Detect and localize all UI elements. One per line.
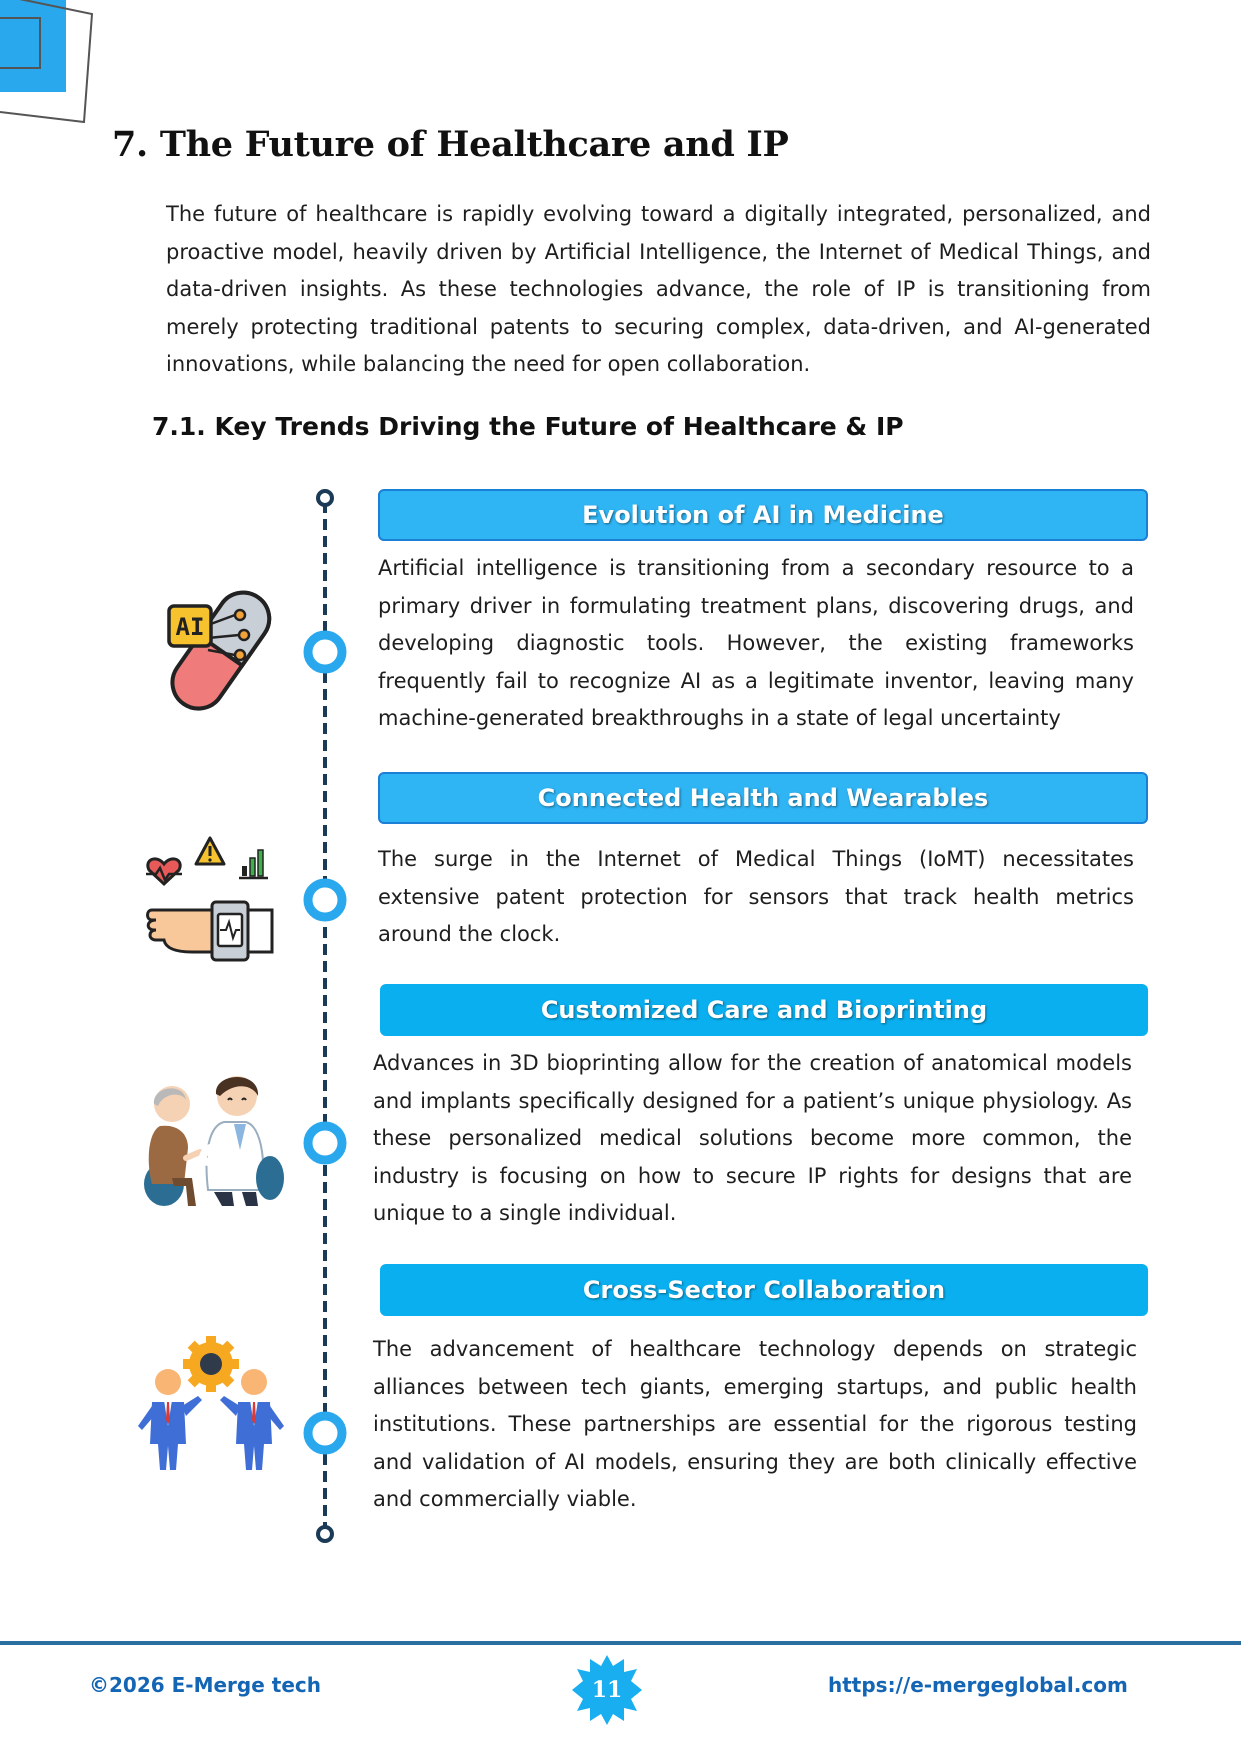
timeline-node-2: [308, 883, 342, 917]
timeline-start-node: [318, 491, 332, 505]
intro-paragraph: The future of healthcare is rapidly evolving toward a digitally integrated, personalized, and proactive model, heavily driven by Artificial Intelligence, the Internet of Medical Things, and data-driven insights. As these technologies advance, the role of IP is transitioning from merely protecting traditional patents to securing complex, data-driven, and AI-generated innovations, while balancing the need for open collaboration.: [166, 202, 1151, 376]
trend-heading-collaboration: Cross-Sector Collaboration: [380, 1264, 1148, 1316]
trend-text-collaboration: The advancement of healthcare technology depends on strategic alliances between tech giants, emerging startups, and public health institutions. These partnerships are essential for the rigorous testing and validation of AI models, ensuring they are both clinically effective and commercially viable.: [373, 1337, 1137, 1511]
wearable-icon: [144, 832, 276, 966]
timeline-node-3: [308, 1126, 342, 1160]
trend-heading-bioprinting: Customized Care and Bioprinting: [380, 984, 1148, 1036]
trend-text-wearables: The surge in the Internet of Medical Things (IoMT) necessitates extensive patent protection for sensors that track health metrics around the clock.: [378, 847, 1134, 946]
ai-capsule-icon: [160, 580, 280, 720]
trend-heading-ai: Evolution of AI in Medicine: [378, 489, 1148, 541]
subsection-title: 7.1. Key Trends Driving the Future of Healthcare & IP: [152, 412, 904, 441]
trend-text-bioprinting: Advances in 3D bioprinting allow for the creation of anatomical models and implants specifically designed for a patient’s unique physiology. As these personalized medical solutions become more common, the industry is focusing on how to secure IP rights for designs that are unique to a single individual.: [373, 1051, 1132, 1225]
page-title: 7. The Future of Healthcare and IP: [112, 124, 789, 165]
footer-divider: [0, 1641, 1241, 1645]
doctor-patient-icon: [142, 1066, 286, 1212]
corner-decoration: [0, 0, 100, 130]
collaboration-icon: [136, 1336, 286, 1476]
trend-heading-wearables: Connected Health and Wearables: [378, 772, 1148, 824]
timeline-end-node: [318, 1527, 332, 1541]
timeline: [300, 486, 350, 1546]
footer-url[interactable]: https://e-mergeglobal.com: [828, 1673, 1128, 1697]
ai-label: AI: [175, 613, 205, 641]
footer-copyright: ©2026 E-Merge tech: [89, 1673, 321, 1697]
page-number: 11: [591, 1677, 623, 1703]
trend-text-ai: Artificial intelligence is transitioning from a secondary resource to a primary driver in formulating treatment plans, discovering drugs, and developing diagnostic tools. However, the existing frameworks frequently fail to recognize AI as a legitimate inventor, leaving many machine-generated breakthroughs in a state of legal uncertainty: [378, 556, 1134, 730]
timeline-node-1: [308, 635, 342, 669]
timeline-node-4: [308, 1416, 342, 1450]
